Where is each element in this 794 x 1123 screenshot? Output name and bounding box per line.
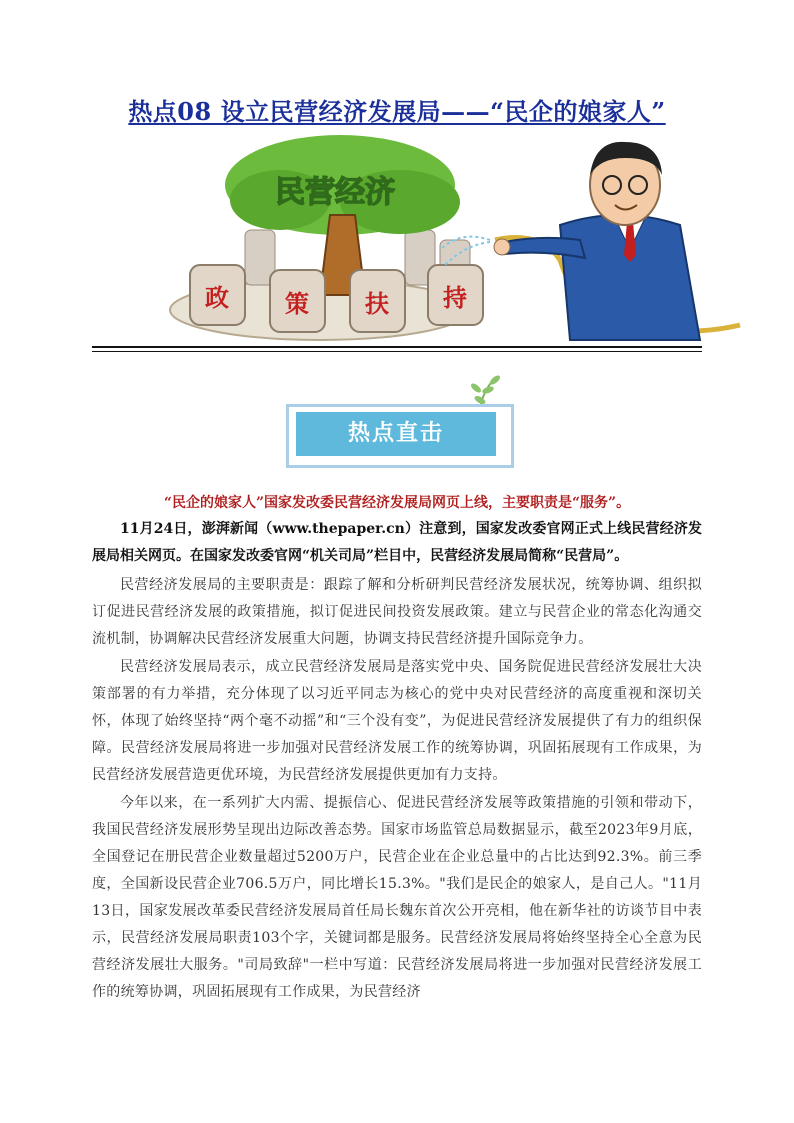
fence-char: 策 xyxy=(285,290,309,318)
man-arm xyxy=(505,238,585,258)
lead-headline: “民企的娘家人”国家发改委民营经济发展局网页上线，主要职责是“服务”。 xyxy=(163,495,631,511)
fence-post-front xyxy=(350,270,405,332)
divider-thin xyxy=(92,351,702,352)
tree-sign: 民营经济 xyxy=(275,175,395,210)
fence-char: 扶 xyxy=(365,290,389,318)
fence-post-front xyxy=(270,270,325,332)
banner-label: 热点直击 xyxy=(347,421,444,446)
man-hand xyxy=(494,239,510,255)
page-title: 热点08 设立民营经济发展局——“民企的娘家人” xyxy=(128,97,666,126)
fence-char: 政 xyxy=(205,284,229,312)
divider-thick xyxy=(92,346,702,348)
paragraph: 民营经济发展局表示，成立民营经济发展局是落实党中央、国务院促进民营经济发展壮大决策部署的有力举措，充分体现了以习近平同志为核心的党中央对民营经济的高度重视和深切关怀，体现了始终坚持“两个毫不动摇”和“三个没有变”，为促进民营经济发展提供了有力的组织保障。民营经济发展局将进一步加强对民营经济发展工作的统筹协调，巩固拓展现有工作成果，为民营经济发展营造更优环境，为民营经济发展提供更加有力支持。 xyxy=(92,659,702,783)
fence-char: 持 xyxy=(443,284,467,312)
cartoon-illustration xyxy=(160,130,750,345)
fence-post-front xyxy=(428,265,483,325)
paragraph: 民营经济发展局的主要职责是：跟踪了解和分析研判民营经济发展状况，统筹协调、组织拟订促进民营经济发展的政策措施，拟订促进民间投资发展政策。建立与民营企业的常态化沟通交流机制，协调解决民营经济发展重大问题，协调支持民营经济提升国际竞争力。 xyxy=(92,577,702,647)
paragraph: 今年以来，在一系列扩大内需、提振信心、促进民营经济发展等政策措施的引领和带动下，我国民营经济发展形势呈现出边际改善态势。国家市场监管总局数据显示，截至2023年9月底，全国登记在册民营企业数量超过5200万户，民营企业在企业总量中的占比达到92.3%。前三季度，全国新设民营企业706.5万户，同比增长15.3%。"我们是民企的娘家人，是自己人。"11月13日，国家发展改革委民营经济发展局首任局长魏东首次公开亮相，他在新华社的访谈节目中表示，民营经济发展局职责103个字，关键词都是服务。民营经济发展局将始终坚持全心全意为民营经济发展壮大服务。"司局致辞"一栏中写道：民营经济发展局将进一步加强对民营经济发展工作的统筹协调，巩固拓展现有工作成果，为民营经济 xyxy=(92,795,702,1000)
fence-post-front xyxy=(190,265,245,325)
paragraph: 11月24日，澎湃新闻（www.thepaper.cn）注意到，国家发改委官网正式上线民营经济发展局相关网页。在国家发改委官网“机关司局”栏目中，民营经济发展局简称“民营局”。 xyxy=(92,521,702,564)
section-banner xyxy=(280,372,520,472)
